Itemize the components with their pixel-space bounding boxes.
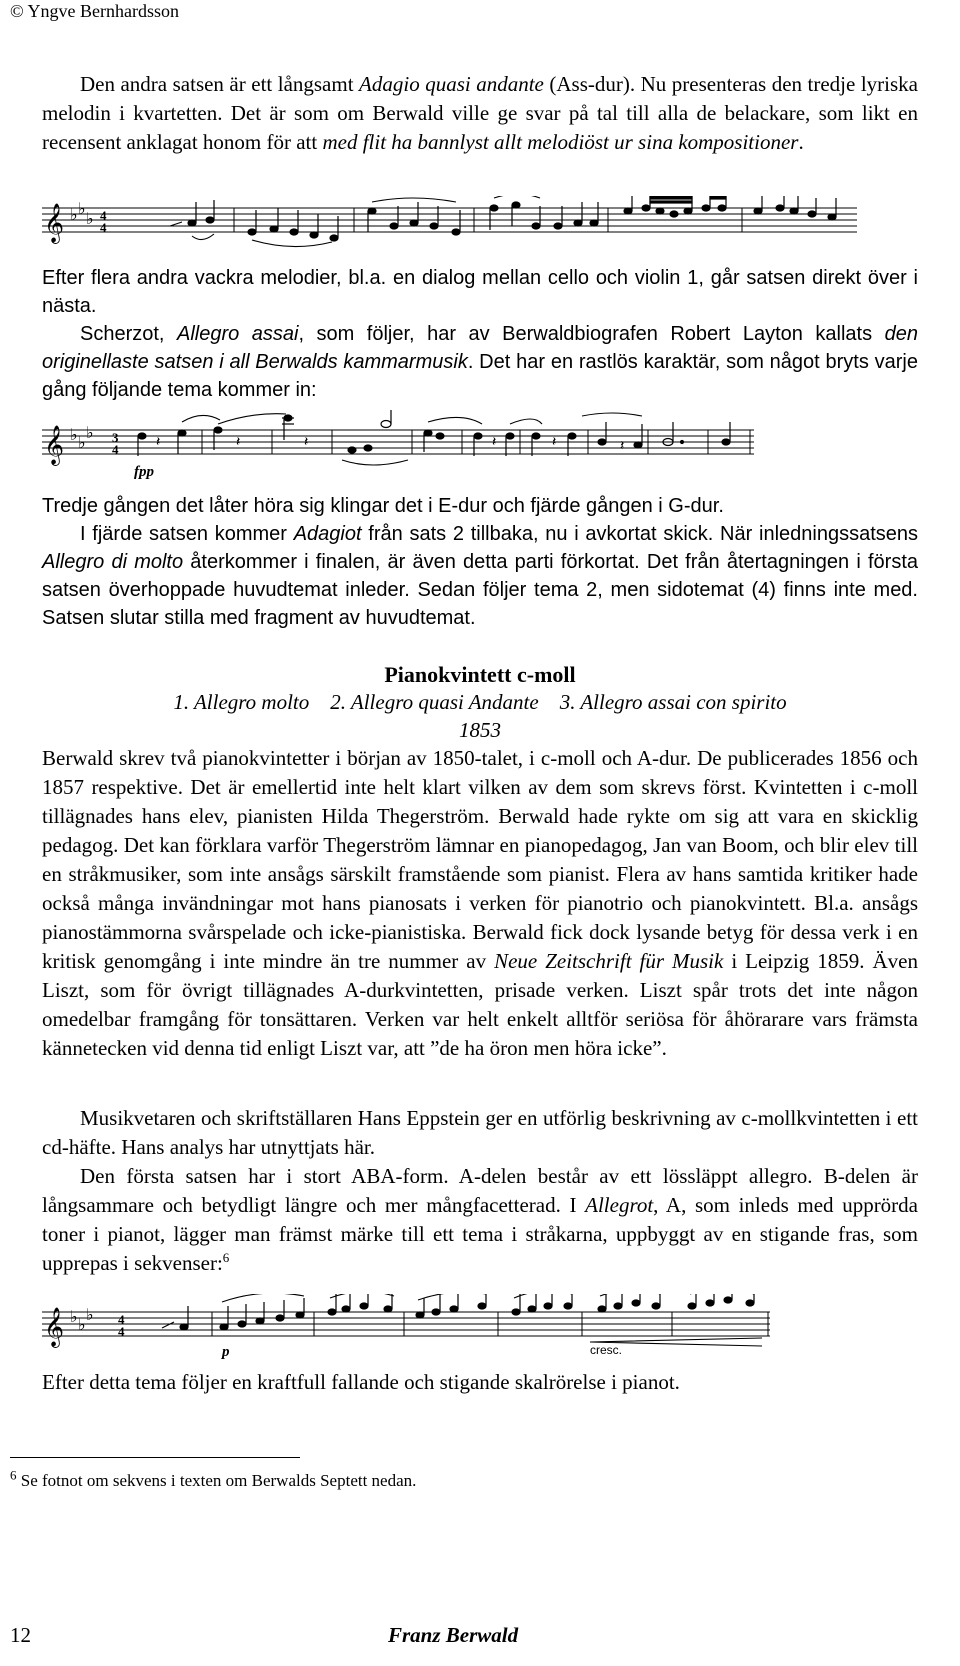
time-signature-bottom: 4 (112, 442, 119, 457)
text-run: återkommer i finalen, är även detta parti förkortat. Det från återtagningen i första satsen överhoppade huvudtemat inleder. Sedan följer tema 2, men sidotemat (4) finns inte med. Satsen slutar stilla med fragment av huvudtemat. (42, 551, 918, 629)
italic-run: den originellaste satsen i all Berwalds kammarmusik (42, 323, 918, 373)
paragraph-fourth-movement (42, 520, 918, 632)
page-number: 12 (10, 1623, 31, 1647)
footnote (10, 1467, 417, 1492)
svg-text:♭: ♭ (86, 209, 94, 228)
svg-text:𝄽: 𝄽 (236, 435, 241, 450)
svg-text:𝄽: 𝄽 (304, 435, 309, 450)
time-signature-top: 3 (112, 430, 119, 445)
svg-text:𝄽: 𝄽 (552, 435, 557, 450)
text-run: . (798, 130, 804, 154)
svg-text:♭: ♭ (78, 1315, 86, 1334)
paragraph-adagio (42, 70, 918, 157)
copyright-header: © Yngve Bernhardsson (10, 1, 179, 21)
text-run: , A, som inleds med upprörda toner i pianot, lägger man främst märke till ett tema i stråkarna, uppbyggt av en stigande fras, som upprepas i sekvenser: (42, 1193, 918, 1275)
dynamic-marking: fpp (134, 464, 154, 480)
italic-run: med flit ha bannlyst allt melodiöst ur sina kompositioner (322, 130, 799, 154)
time-signature-top: 4 (118, 1312, 125, 1327)
svg-text:♭: ♭ (78, 433, 86, 452)
running-title: Franz Berwald (388, 1623, 519, 1647)
footnote-ref[interactable]: 6 (222, 1250, 230, 1265)
footnote-divider (10, 1457, 300, 1458)
text-run: . Det har en rastlös karaktär, som något bryts varje gång följande tema kommer in: (42, 351, 918, 401)
svg-text:♭: ♭ (70, 1307, 78, 1326)
italic-run: Adagiot (293, 523, 362, 545)
text-run: Berwald skrev två pianokvintetter i början av 1850-talet, i c-moll och A-dur. De publicerades 1856 och 1857 respektive. Det är emellertid inte helt klart vilken av dem som skrevs först. Kvintetten i c-moll tillägnades hans elev, pianisten Hilda Thegerström. Berwald hade rykte om sig att vara en skicklig pedagog. Det kan förklara varför Thegerström lämnar en pianopedagog, Jan van Boom, och blir elev till en stråkmusiker, som inte ansågs särskilt framstående som pianist. Flera av hans samtida kritiker hade också många invändningar mot hans pianosats i verken för pianotrio och pianokvintett. Bl.a. ansågs pianostämmorna svårspelade och icke-pianistiska. Berwald fick dock lysande betyg för dessa verk i en kritisk genomgång i inte mindre än tre nummer av (42, 746, 918, 973)
footnote-number: 6 (10, 1467, 17, 1483)
text-run: Den första satsen har i stort ABA-form. A-delen består av ett lössläppt allegro. B-delen är långsammare och betydligt längre och mer mångfacetterad. I (42, 1164, 918, 1217)
italic-run: Allegro assai (177, 323, 299, 345)
svg-text:𝄞: 𝄞 (44, 425, 65, 465)
dynamic-marking: p (222, 1344, 230, 1360)
paragraph-eppstein: Musikvetaren och skriftställaren Hans Eppstein ger en utförlig beskrivning av c-mollkvintetten i ett cd-häfte. Hans analys har utnyttjats här. (42, 1106, 918, 1159)
time-signature-bottom: 4 (118, 1324, 125, 1339)
svg-text:♭: ♭ (70, 205, 78, 224)
italic-run: Allegro di molto (42, 551, 184, 573)
svg-text:♭: ♭ (86, 423, 94, 442)
section-year: 1853 (459, 718, 501, 742)
section-movements: 1. Allegro molto 2. Allegro quasi Andante 3. Allegro assai con spirito (173, 690, 787, 714)
footnote-text: Se fotnot om sekvens i texten om Berwalds Septett nedan. (16, 1471, 417, 1490)
music-example-scherzo (42, 410, 762, 486)
text-run: Den andra satsen är ett långsamt (80, 72, 360, 96)
paragraph-quintets (42, 744, 918, 1063)
paragraph-first-movement (42, 1162, 918, 1278)
text-run: från sats 2 tillbaka, nu i avkortat skick. När inledningssatsens (361, 523, 919, 545)
svg-text:𝄽: 𝄽 (492, 435, 497, 450)
text-run: I fjärde satsen kommer (80, 523, 294, 545)
music-example-allegro (42, 1294, 772, 1364)
paragraph-third-time: Tredje gången det låter höra sig klingar det i E-dur och fjärde gången i G-dur. (42, 495, 724, 517)
music-example-adagio (42, 196, 862, 256)
italic-run: Allegrot (585, 1193, 654, 1217)
paragraph-after-theme: Efter detta tema följer en kraftfull fallande och stigande skalrörelse i pianot. (42, 1370, 680, 1394)
svg-text:𝄽: 𝄽 (156, 435, 161, 450)
svg-text:♭: ♭ (70, 425, 78, 444)
paragraph-melodies: Efter flera andra vackra melodier, bl.a. en dialog mellan cello och violin 1, går satsen direkt över i nästa. (42, 267, 918, 317)
italic-run: Neue Zeitschrift für Musik (494, 949, 724, 973)
svg-text:𝄽: 𝄽 (620, 439, 625, 454)
text-run: i Leipzig 1859. Även Liszt, som för övrigt tillägnades A-durkvintetten, prisade verken. Liszt spår trots det inte någon omedelbar framgång för tonsättaren. Verken var helt enkelt alltför seriösa för åhörarare vars främsta kännetecken vid denna tid enligt Liszt var, att ”de ha öron men höra icke”. (42, 949, 918, 1060)
text-run: (Ass-dur). Nu presenteras den tredje lyriska melodin i kvartetten. Det är som om Berwald ville ge svar på tal till alla de belackare, som likt en recensent anklagat honom för att (42, 72, 918, 154)
text-run: , som följer, har av Berwaldbiografen Robert Layton kallats (298, 323, 885, 345)
italic-run: Adagio quasi andante (359, 72, 544, 96)
svg-text:♭: ♭ (86, 1305, 94, 1324)
crescendo-marking: cresc. (590, 1343, 623, 1357)
time-signature-bottom: 4 (100, 220, 107, 235)
svg-text:𝄞: 𝄞 (44, 1307, 65, 1347)
time-signature-top: 4 (100, 208, 107, 223)
section-title: Pianokvintett c-moll (384, 662, 576, 687)
text-run: Scherzot, (80, 323, 177, 345)
svg-text:𝄞: 𝄞 (44, 203, 65, 243)
svg-text:♭: ♭ (78, 199, 86, 218)
paragraph-scherzo (42, 320, 918, 404)
